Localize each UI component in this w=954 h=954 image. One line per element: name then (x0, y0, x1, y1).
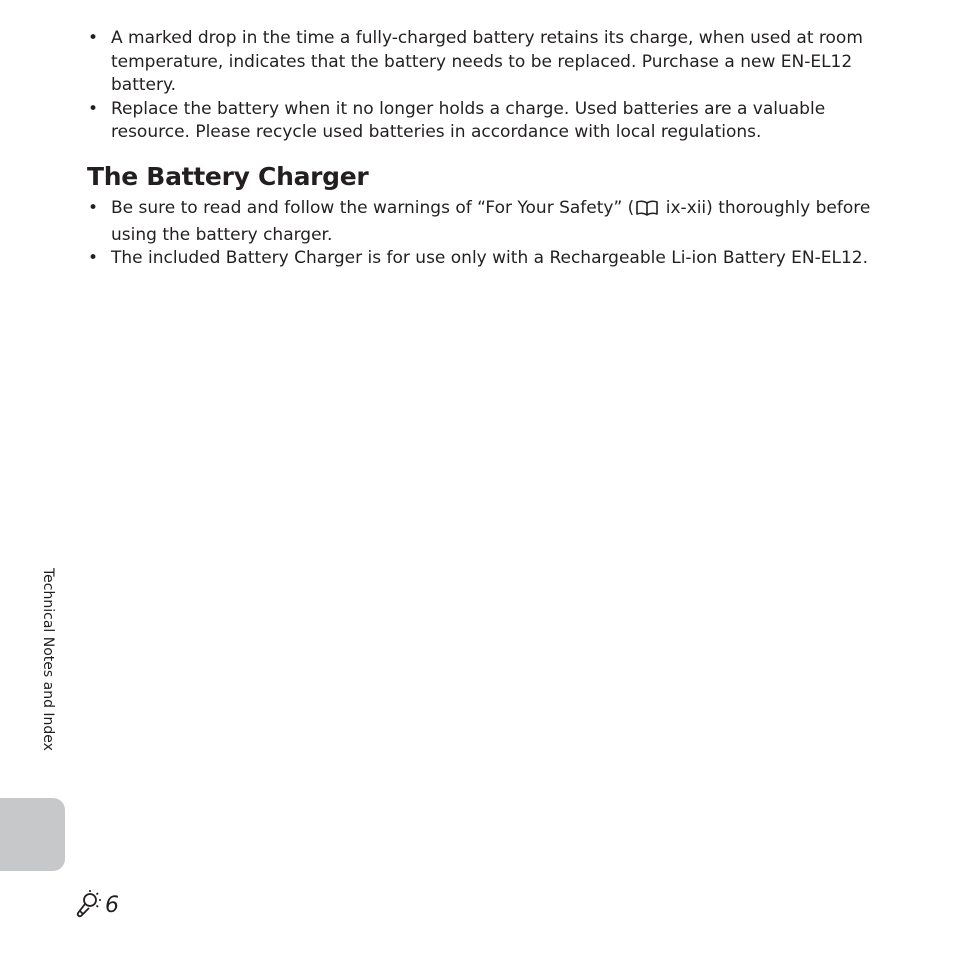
list-item (88, 27, 878, 98)
list-item-text: Replace the battery when it no longer holds a charge. Used batteries are a valuable resource. Please recycle used batteries in accordance with local regulations. (111, 98, 826, 142)
bullet-list-battery (88, 27, 878, 145)
bullet-list-charger (88, 197, 878, 271)
bullet: • (88, 28, 99, 48)
bullet: • (88, 98, 99, 119)
list-item-text-before: Be sure to read and follow the warnings of “For Your Safety” ( (111, 198, 635, 218)
bullet: • (88, 248, 99, 268)
section-heading: The Battery Charger (87, 162, 369, 191)
side-section-label: Technical Notes and Index (40, 568, 56, 751)
page-number (74, 891, 119, 921)
bullet: • (88, 198, 99, 218)
technical-notes-icon (74, 889, 104, 923)
list-item (88, 98, 878, 145)
side-tab (0, 798, 65, 871)
list-item-text-after: ix-xii) thoroughly before using the battery charger. (111, 198, 871, 245)
page-number-value: 6 (105, 893, 119, 918)
list-item-text: The included Battery Charger is for use only with a Rechargeable Li-ion Battery EN-EL12. (111, 248, 869, 268)
list-item (88, 197, 878, 247)
list-item-text: A marked drop in the time a fully-charged battery retains its charge, when used at room temperature, indicates that the battery needs to be replaced. Purchase a new EN-EL12 battery. (111, 28, 863, 95)
list-item (88, 247, 878, 271)
book-icon (636, 200, 658, 224)
